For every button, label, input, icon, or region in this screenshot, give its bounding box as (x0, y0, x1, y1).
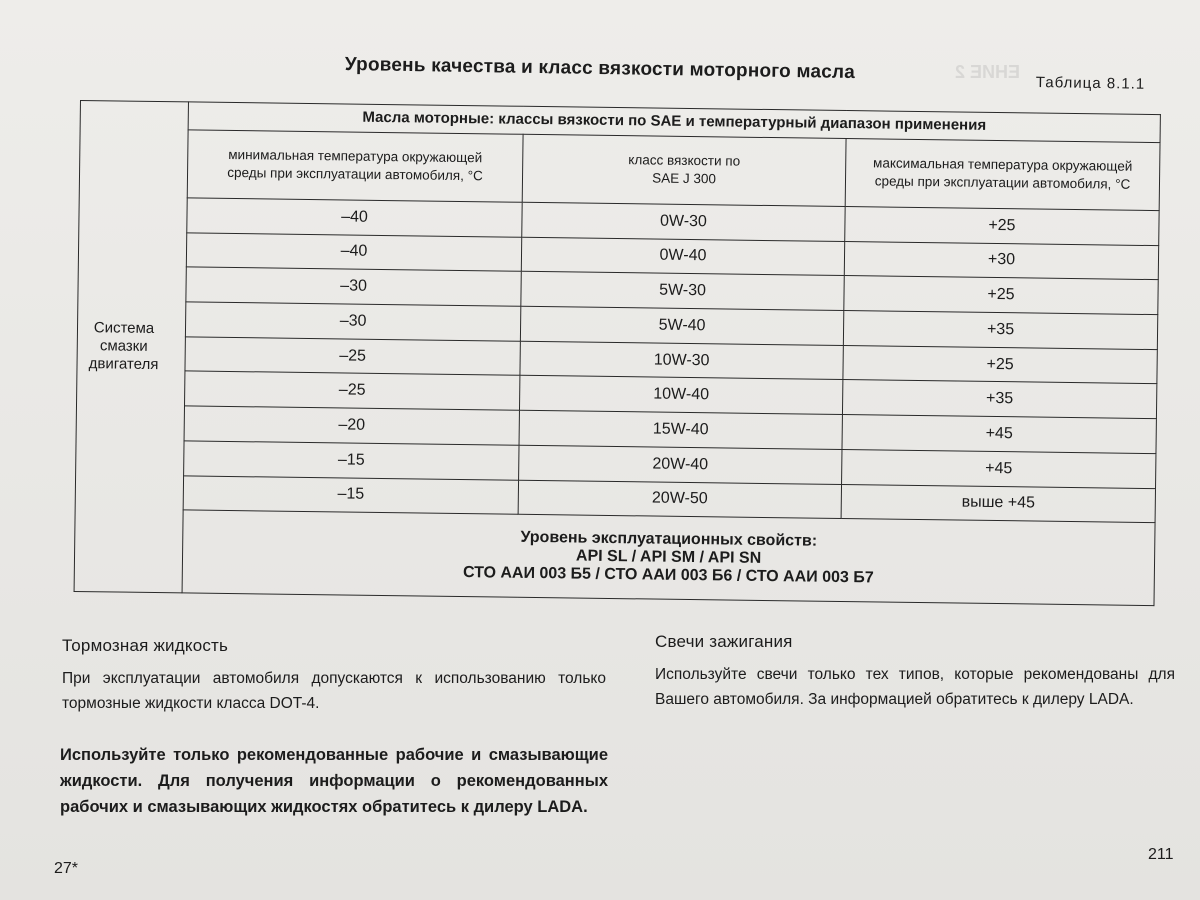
oil-viscosity-table (74, 100, 1161, 606)
performance-line3: СТО ААИ 003 Б5 / СТО ААИ 003 Б6 / СТО ААИ 003 Б7 (462, 564, 874, 587)
max-temp-cell: +35 (843, 311, 1157, 350)
viscosity-cell: 20W-50 (518, 480, 841, 519)
min-temp-cell: –25 (185, 337, 520, 376)
viscosity-cell: 5W-30 (521, 272, 844, 311)
viscosity-cell: 10W-40 (519, 376, 842, 415)
spark-heading: Свечи зажигания (655, 632, 793, 651)
table-title: Уровень качества и класс вязкости моторного масла (344, 54, 856, 84)
group-header: Масла моторные: классы вязкости по SAE и температурный диапазон применения (188, 102, 1160, 142)
page-number-left: 27* (54, 860, 79, 877)
col-header-viscosity: класс вязкости по SAE J 300 (522, 134, 846, 207)
max-temp-cell: +30 (844, 241, 1158, 280)
performance-line2: API SL / API SM / API SN (575, 547, 762, 568)
min-temp-cell: –15 (183, 475, 518, 514)
col-header-min-temp: минимальная температура окружающей среды при эксплуатации автомобиля, °С (187, 129, 523, 202)
max-temp-cell: +45 (842, 415, 1156, 454)
min-temp-cell: –40 (186, 233, 521, 272)
page-number-right: 211 (1148, 846, 1174, 863)
min-temp-cell: –40 (187, 198, 522, 237)
max-temp-cell: +25 (845, 206, 1159, 245)
viscosity-cell: 10W-30 (520, 341, 843, 380)
max-temp-cell: +45 (842, 449, 1156, 488)
spark-text: Используйте свечи только тех типов, которые рекомендованы для Вашего автомобиля. За информацией обратитесь к дилеру LADA. (655, 666, 1175, 708)
performance-level-cell (182, 510, 1155, 605)
viscosity-cell: 15W-40 (519, 410, 842, 449)
max-temp-cell: выше +45 (841, 484, 1155, 523)
min-temp-cell: –20 (184, 406, 519, 445)
min-temp-cell: –15 (184, 441, 519, 480)
performance-line1: Уровень эксплуатационных свойств: (520, 528, 818, 550)
col-header-max-temp: максимальная температура окружающей среды при эксплуатации автомобиля, °С (845, 138, 1160, 210)
max-temp-cell: +35 (842, 380, 1156, 419)
min-temp-cell: –30 (185, 302, 520, 341)
min-temp-cell: –30 (186, 267, 521, 306)
viscosity-cell: 5W-40 (520, 306, 843, 345)
max-temp-cell: +25 (844, 276, 1158, 315)
viscosity-cell: 0W-40 (521, 237, 844, 276)
brake-text: При эксплуатации автомобиля допускаются к использованию только тормозные жидкости класса DOT-4. (62, 670, 606, 712)
table-number: Таблица 8.1.1 (1035, 74, 1146, 93)
system-label: Система смазки двигателя (88, 319, 159, 374)
viscosity-cell: 20W-40 (519, 445, 842, 484)
notice-text: Используйте только рекомендованные рабочие и смазывающие жидкости. Для получения информации о рекомендованных рабочих и смазывающих жидкостях обратитесь к дилеру LADA. (60, 746, 608, 816)
bleed-through-text: ЕНИЕ 2 (955, 62, 1020, 82)
max-temp-cell: +25 (843, 345, 1157, 384)
min-temp-cell: –25 (185, 371, 520, 410)
viscosity-cell: 0W-30 (522, 202, 845, 241)
oil-table-container (74, 100, 1160, 606)
brake-heading: Тормозная жидкость (62, 636, 229, 655)
system-label-cell (74, 101, 188, 593)
